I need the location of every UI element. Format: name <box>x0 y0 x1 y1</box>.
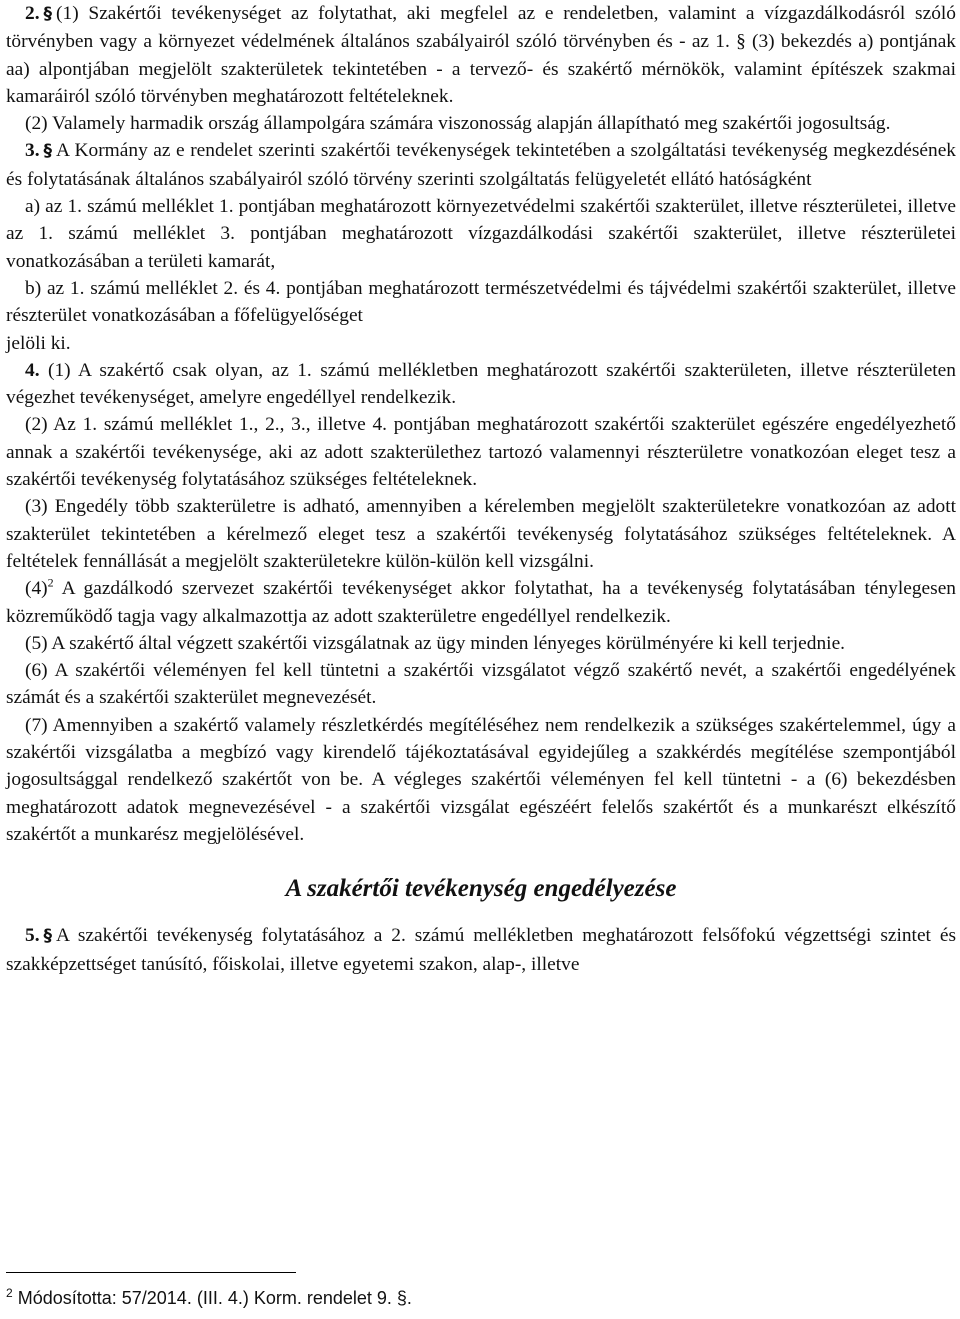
footnote-mark: 2 <box>6 1286 13 1300</box>
paragraph-text: (1) A szakértő csak olyan, az 1. számú mellékletben meghatározott szakértői szakterületen, illetve részterületen végezhet tevékenységet, amelyre engedéllyel rendelkezik. <box>6 359 956 409</box>
paragraph-5 <box>6 922 956 978</box>
paragraph-2-1 <box>6 0 956 110</box>
section-heading: A szakértői tevékenység engedélyezése <box>285 875 677 903</box>
paragraph-text: A szakértői tevékenység folytatásához a 2. számú mellékletben meghatározott felsőfokú végzettségi szintet és szakképzettséget tanúsító, főiskolai, illetve egyetemi szakon, alap-, illetve <box>6 925 956 975</box>
paragraph-3-a: a) az 1. számú melléklet 1. pontjában meghatározott környezetvédelmi szakértői szakterület, illetve részterületei, illetve az 1. számú melléklet 3. pontjában meghatározott vízgazdálkodási szakértői szakterület, illetve részterületei vonatkozásában a területi kamarát, <box>6 196 956 272</box>
paragraph-text: A Kormány az e rendelet szerinti szakértői tevékenységek tekintetében a szolgáltatási tevékenység megkezdésének és folytatásának általános szabályairól szóló törvény szerinti szolgáltatás felügyeletét ellátó hatóságként <box>6 140 956 190</box>
paragraph-text: A gazdálkodó szervezet szakértői tevékenységet akkor folytathat, ha a tevékenység folytatásában ténylegesen közreműködő tagja vagy alkalmazottja az adott szakterületre engedéllyel rendelkezik. <box>6 578 956 627</box>
footnote-divider <box>6 1272 296 1273</box>
paragraph-text: (1) Szakértői tevékenységet az folytathat, aki megfelel az e rendeletben, valamint a vízgazdálkodásról szóló törvényben vagy a környezet védelmének általános szabályairól szóló törvényben és - az 1. § (3) bekezdés a) pontjának aa) alpontjában megjelölt szakterületek tekintetében - a tervező- és szakértő mérnökök, valamint építészek szakmai kamaráiról szóló törvényben meghatározott feltételeknek. <box>6 3 956 107</box>
section-sign: § <box>43 4 53 24</box>
paragraph-4-1 <box>6 357 956 412</box>
paragraph-4-7: (7) Amennyiben a szakértő valamely részletkérdés megítéléséhez nem rendelkezik a szükséges szakértelemmel, úgy a szakértői vizsgálatba a megbízó vagy kirendelő tájékoztatásával egyidejűleg a szakkérdés megítélése szempontjából jogosultsággal rendelkező szakértőt von be. A végleges szakértői véleményen fel kell tüntetni - a (6) bekezdésben meghatározott adatok megnevezésével - a szakértői vizsgálat egészéért felelős szakértőt és a munkarészt elkészítő szakértőt a munkarész megjelölésével. <box>6 714 956 845</box>
paragraph-4-2: (2) Az 1. számú melléklet 1., 2., 3., illetve 4. pontjában meghatározott szakértői szakterület egészére engedélyezhető annak a szakértői tevékenysége, aki az adott szakterülethez tartozó valamennyi részterületre vonatkozóan eleget tesz a szakértői tevékenység folytatásához szükséges feltételeknek. <box>6 414 956 491</box>
section-number: 3. <box>25 140 40 162</box>
section-number: 5. <box>25 925 40 947</box>
section-number: 2. <box>25 3 40 24</box>
document-page <box>6 0 956 978</box>
paragraph-4-6: (6) A szakértői véleményen fel kell tüntetni a szakértői vizsgálatot végző szakértő nevét, a szakértői engedélyének számát és a szakértői szakterület megnevezését. <box>6 660 956 709</box>
paragraph-4-4 <box>6 575 956 630</box>
paragraph-2-2: (2) Valamely harmadik ország állampolgára számára viszonosság alapján állapítható meg szakértői jogosultság. <box>25 113 891 135</box>
footnote <box>6 1287 412 1309</box>
paragraph-4-3: (3) Engedély több szakterületre is adható, amennyiben a kérelemben megjelölt szakterületekre vonatkozóan az adott szakterület tekintetében a kérelmező eleget tesz a szakértői tevékenység folytatásához szükséges feltételeknek. A feltételek fennállását a megjelölt szakterületekre külön-külön kell vizsgálni. <box>6 496 956 572</box>
paragraph-3-closing: jelöli ki. <box>6 332 71 354</box>
footnote-text: Módosította: 57/2014. (III. 4.) Korm. rendelet 9. §. <box>17 1288 412 1308</box>
paragraph-3-b: b) az 1. számú melléklet 2. és 4. pontjában meghatározott természetvédelmi és tájvédelmi szakértői szakterület, illetve részterület vonatkozásában a főfelügyelőséget <box>6 277 956 327</box>
footnote-reference[interactable]: 2 <box>47 575 54 590</box>
paragraph-4-5: (5) A szakértő által végzett szakértői vizsgálatnak az ügy minden lényeges körülményére ki kell terjednie. <box>25 632 846 654</box>
paragraph-3 <box>6 137 956 193</box>
paragraph-prefix: (4) <box>25 578 48 600</box>
section-number: 4. <box>25 359 40 381</box>
section-sign: § <box>43 141 53 162</box>
section-sign: § <box>43 926 53 947</box>
